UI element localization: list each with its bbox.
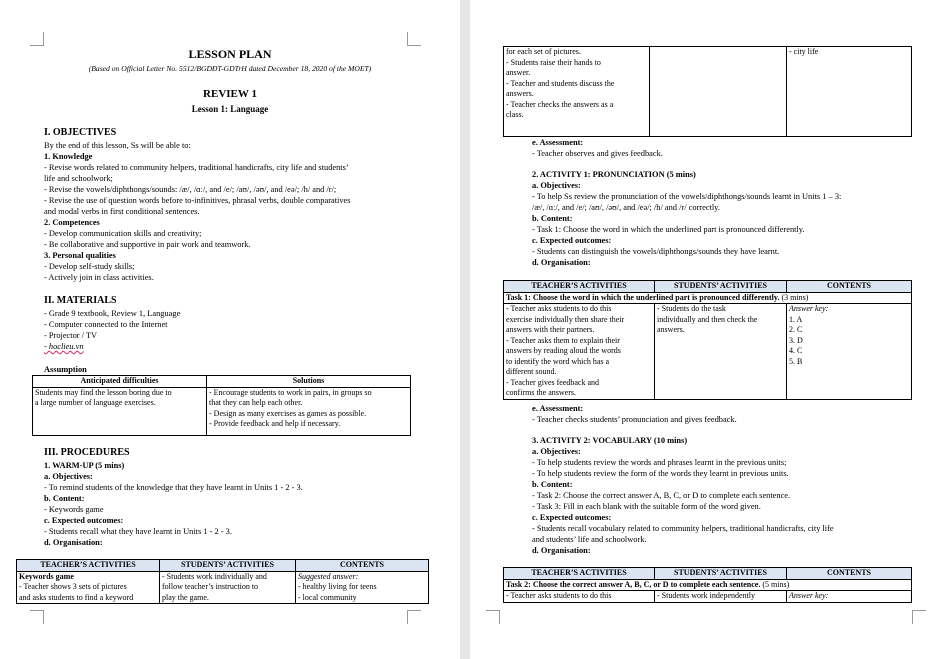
assumption-heading: Assumption	[44, 365, 87, 374]
table-header: TEACHER’S ACTIVITIES	[504, 281, 655, 293]
organisation-label: d. Organisation:	[44, 538, 103, 547]
students-activities-cell	[650, 47, 787, 137]
objectives-text: /æ/, /ɑː/, and /e/; /aʊ/, /əʊ/, and /eə/; /h/ and /r/ correctly.	[532, 203, 720, 212]
organisation-label: d. Organisation:	[532, 258, 591, 267]
task-title-row: Task 2: Choose the correct answer A, B, C, or D to complete each sentence. (5 mins)	[504, 579, 912, 591]
objectives-label: a. Objectives:	[532, 447, 581, 456]
knowledge-item: life and schoolwork;	[44, 174, 113, 183]
outcomes-text: - Students can distinguish the vowels/diphthongs/sounds they have learnt.	[532, 247, 780, 256]
content-label: b. Content:	[44, 494, 85, 503]
page-margin-mark	[407, 32, 421, 46]
content-text: - Task 3: Fill in each blank with the suitable form of the word given.	[532, 502, 761, 511]
lesson-name: Lesson 1: Language	[191, 104, 269, 114]
students-activities-cell: - Students do the task individually and then check the answers.	[655, 304, 787, 400]
table-header: TEACHER’S ACTIVITIES	[17, 560, 160, 572]
knowledge-item: - Revise the use of question words before to-infinitives, phrasal verbs, double comparatives	[44, 196, 351, 205]
knowledge-item: - Revise the vowels/diphthongs/sounds: /æ/, /ɑː/, and /e/; /aʊ/, /əʊ/, and /eə/; /h/ and /r/;	[44, 185, 337, 194]
objectives-label: a. Objectives:	[532, 181, 581, 190]
content-text: - Task 1: Choose the word in which the underlined part is pronounced differently.	[532, 225, 805, 234]
personal-qualities-heading: 3. Personal qualities	[44, 251, 116, 260]
organisation-label: d. Organisation:	[532, 546, 591, 555]
task-title-row: Task 1: Choose the word in which the underlined part is pronounced differently. (3 mins)	[504, 292, 912, 304]
table-header: CONTENTS	[296, 560, 429, 572]
outcomes-label: c. Expected outcomes:	[532, 236, 612, 245]
page-margin-mark	[912, 610, 926, 624]
contents-cell: Suggested answer: - healthy living for teens - local community	[296, 571, 429, 604]
content-text: - Keywords game	[44, 505, 104, 514]
content-label: b. Content:	[532, 214, 573, 223]
personal-quality-item: - Develop self-study skills;	[44, 262, 135, 271]
objectives-intro: By the end of this lesson, Ss will be able to:	[44, 141, 191, 150]
objectives-text: - To help students review the words and phrases learnt in the previous units;	[532, 458, 787, 467]
assessment-label: e. Assessment:	[532, 138, 584, 147]
lesson-title: LESSON PLAN	[188, 47, 272, 61]
contents-cell: - city life	[787, 47, 912, 137]
objectives-text: - To help students review the form of the words they learnt in previous units.	[532, 469, 789, 478]
students-activities-cell: - Students work independently	[655, 591, 787, 603]
teacher-activities-cell: for each set of pictures. - Students raise their hands to answer. - Teacher and students discuss the answers. - Teacher checks the answers as a class.	[504, 47, 650, 137]
materials-item: - Projector / TV	[44, 331, 98, 340]
warmup-heading: 1. WARM-UP (5 mins)	[44, 461, 125, 470]
knowledge-item: - Revise words related to community helpers, traditional handicrafts, city life and students’	[44, 163, 349, 172]
teacher-activities-cell: - Teacher asks students to do this exercise individually then share their answers with their partners. - Teacher asks them to explain their answers by reading aloud the words to identify the word which has a different sound. - Teacher gives feedback and confirms the answers.	[504, 304, 655, 400]
knowledge-heading: 1. Knowledge	[44, 152, 93, 161]
document-page-2	[470, 0, 944, 659]
objectives-heading: I. OBJECTIVES	[44, 127, 117, 138]
table-header: STUDENTS’ ACTIVITIES	[655, 568, 787, 580]
assumption-table	[32, 375, 411, 436]
activity1-heading: 2. ACTIVITY 1: PRONUNCIATION (5 mins)	[532, 170, 696, 179]
table-header: TEACHER’S ACTIVITIES	[504, 568, 655, 580]
teacher-activities-cell: Keywords game - Teacher shows 3 sets of pictures and asks students to find a keyword	[17, 571, 160, 604]
lesson-subtitle: (Based on Official Letter No. 5512/BGDĐT-GDTrH dated December 18, 2020 of the MOET)	[88, 64, 372, 73]
materials-item: - Grade 9 textbook, Review 1, Language	[44, 309, 181, 318]
page-margin-mark	[486, 610, 500, 624]
content-label: b. Content:	[532, 480, 573, 489]
table-header: CONTENTS	[787, 568, 912, 580]
task1-activity-table	[503, 280, 912, 400]
contents-cell: Answer key: 1. A 2. C 3. D 4. C 5. B	[787, 304, 912, 400]
page-margin-mark	[30, 32, 44, 46]
objectives-text: - To help Ss review the pronunciation of the vowels/diphthongs/sounds learnt in Units 1 – 3:	[532, 192, 842, 201]
warmup-activity-table	[16, 559, 429, 604]
materials-item: - Computer connected to the Internet	[44, 320, 168, 329]
objectives-text: - To remind students of the knowledge that they have learnt in Units 1 - 2 - 3.	[44, 483, 303, 492]
activity2-heading: 3. ACTIVITY 2: VOCABULARY (10 mins)	[532, 436, 688, 445]
objectives-label: a. Objectives:	[44, 472, 93, 481]
materials-heading: II. MATERIALS	[44, 295, 117, 306]
table-header: STUDENTS’ ACTIVITIES	[160, 560, 296, 572]
outcomes-text: - Students recall what they have learnt in Units 1 - 2 - 3.	[44, 527, 232, 536]
difficulty-cell: Students may find the lesson boring due to a large number of language exercises.	[33, 387, 207, 435]
outcomes-text: and students’ life and schoolwork.	[532, 535, 647, 544]
page-margin-mark	[407, 610, 421, 624]
assessment-text: - Teacher observes and gives feedback.	[532, 149, 663, 158]
competences-heading: 2. Competences	[44, 218, 100, 227]
table-header: CONTENTS	[787, 281, 912, 293]
teacher-activities-cell: - Teacher asks students to do this	[504, 591, 655, 603]
outcomes-label: c. Expected outcomes:	[532, 513, 612, 522]
table-header: Anticipated difficulties	[33, 376, 207, 388]
personal-quality-item: - Actively join in class activities.	[44, 273, 154, 282]
procedures-heading: III. PROCEDURES	[44, 447, 130, 458]
outcomes-label: c. Expected outcomes:	[44, 516, 124, 525]
competence-item: - Be collaborative and supportive in pair work and teamwork.	[44, 240, 251, 249]
students-activities-cell: - Students work individually and follow teacher’s instruction to play the game.	[160, 571, 296, 604]
task2-activity-table	[503, 567, 912, 603]
page-margin-mark	[30, 610, 44, 624]
competence-item: - Develop communication skills and creativity;	[44, 229, 202, 238]
document-page-1	[0, 0, 460, 659]
continued-activity-table	[503, 46, 912, 137]
assessment-label: e. Assessment:	[532, 404, 584, 413]
review-title: REVIEW 1	[203, 88, 257, 100]
content-text: - Task 2: Choose the correct answer A, B, C, or D to complete each sentence.	[532, 491, 791, 500]
assessment-text: - Teacher checks students’ pronunciation and gives feedback.	[532, 415, 737, 424]
materials-item: - hoclieu.vn	[44, 342, 84, 351]
contents-cell: Answer key:	[787, 591, 912, 603]
knowledge-item: and modal verbs in first conditional sentences.	[44, 207, 200, 216]
table-header: STUDENTS’ ACTIVITIES	[655, 281, 787, 293]
solutions-cell: - Encourage students to work in pairs, in groups so that they can help each other. - Design as many exercises as games as possible. - Provide feedback and help if necessary.	[207, 387, 411, 435]
outcomes-text: - Students recall vocabulary related to community helpers, traditional handicrafts, city life	[532, 524, 834, 533]
table-header: Solutions	[207, 376, 411, 388]
